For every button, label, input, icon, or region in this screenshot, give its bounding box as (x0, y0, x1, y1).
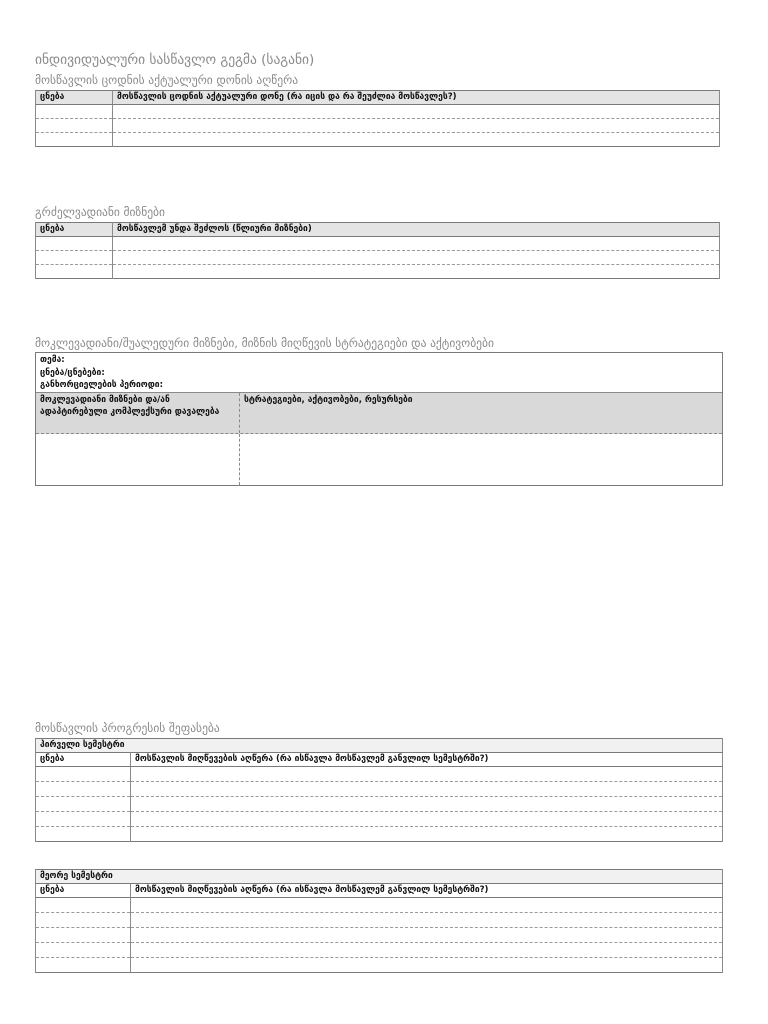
table-cell[interactable] (36, 827, 131, 842)
header-achievements: მოსწავლის მიღწევების აღწერა (რა ისწავლა მოსწავლემ განვლილ სემესტრში?) (131, 753, 723, 767)
header-short-term-goals: მოკლევადიანი მიზნები და/ან ადაპტირებული კომპლექსური დავალება (36, 393, 240, 433)
table-cell[interactable] (240, 434, 722, 485)
table-cell[interactable] (36, 797, 131, 812)
header-annual-goals: მოსწავლემ უნდა შეძლოს (წლიური მიზნები) (113, 223, 720, 237)
table-cell[interactable] (131, 928, 723, 943)
table-cell[interactable] (36, 237, 113, 251)
table-cell[interactable] (113, 237, 720, 251)
semester-1-table (35, 738, 723, 842)
table-cell[interactable] (131, 898, 723, 913)
table-cell[interactable] (36, 898, 131, 913)
document-title: ინდივიდუალური სასწავლო გეგმა (საგანი) (35, 52, 315, 68)
table-cell[interactable] (113, 105, 720, 119)
long-term-goals-table (35, 222, 720, 279)
table-cell[interactable] (36, 133, 113, 147)
header-concept: ცნება (36, 91, 113, 105)
current-knowledge-table (35, 90, 720, 147)
short-term-body-row (36, 434, 722, 485)
section-title-progress-assessment: მოსწავლის პროგრესის შეფასება (35, 721, 220, 735)
table-cell[interactable] (131, 782, 723, 797)
table-cell[interactable] (131, 943, 723, 958)
header-concept: ცნება (36, 884, 131, 898)
topic-label[interactable]: თემა: (40, 355, 65, 365)
table-cell[interactable] (36, 928, 131, 943)
section-title-long-term-goals: გრძელვადიანი მიზნები (35, 205, 165, 219)
header-concept: ცნება (36, 753, 131, 767)
table-cell[interactable] (113, 133, 720, 147)
semester-2-table (35, 869, 723, 973)
table-cell[interactable] (36, 782, 131, 797)
section-title-current-knowledge: მოსწავლის ცოდნის აქტუალური დონის აღწერა (35, 73, 299, 87)
table-cell[interactable] (113, 251, 720, 265)
concepts-label[interactable]: ცნება/ცნებები: (40, 367, 105, 378)
semester-1-label: პირველი სემესტრი (36, 739, 723, 753)
table-cell[interactable] (36, 434, 240, 485)
header-concept: ცნება (36, 223, 113, 237)
table-cell[interactable] (36, 265, 113, 279)
table-cell[interactable] (131, 812, 723, 827)
section-title-short-term-goals: მოკლევადიანი/შუალედური მიზნები, მიზნის მიღწევის სტრატეგიები და აქტივობები (35, 336, 494, 350)
table-cell[interactable] (131, 913, 723, 928)
table-cell[interactable] (36, 105, 113, 119)
semester-2-label: მეორე სემესტრი (36, 870, 723, 884)
header-current-level: მოსწავლის ცოდნის აქტუალური დონე (რა იცის და რა შეუძლია მოსწავლეს?) (113, 91, 720, 105)
table-cell[interactable] (131, 827, 723, 842)
table-cell[interactable] (36, 913, 131, 928)
table-cell[interactable] (36, 767, 131, 782)
table-cell[interactable] (113, 119, 720, 133)
header-achievements: მოსწავლის მიღწევების აღწერა (რა ისწავლა მოსწავლემ განვლილ სემესტრში?) (131, 884, 723, 898)
table-cell[interactable] (36, 958, 131, 973)
table-cell[interactable] (36, 251, 113, 265)
table-cell[interactable] (131, 797, 723, 812)
table-cell[interactable] (113, 265, 720, 279)
short-term-goals-table (35, 352, 723, 486)
plan-info-block (36, 353, 722, 393)
table-cell[interactable] (131, 767, 723, 782)
table-cell[interactable] (36, 812, 131, 827)
table-cell[interactable] (36, 943, 131, 958)
period-label[interactable]: განხორციელების პერიოდი: (40, 380, 163, 390)
table-cell[interactable] (131, 958, 723, 973)
short-term-header-row (36, 393, 722, 434)
header-strategies: სტრატეგიები, აქტივობები, რესურსები (244, 395, 413, 405)
table-cell[interactable] (36, 119, 113, 133)
